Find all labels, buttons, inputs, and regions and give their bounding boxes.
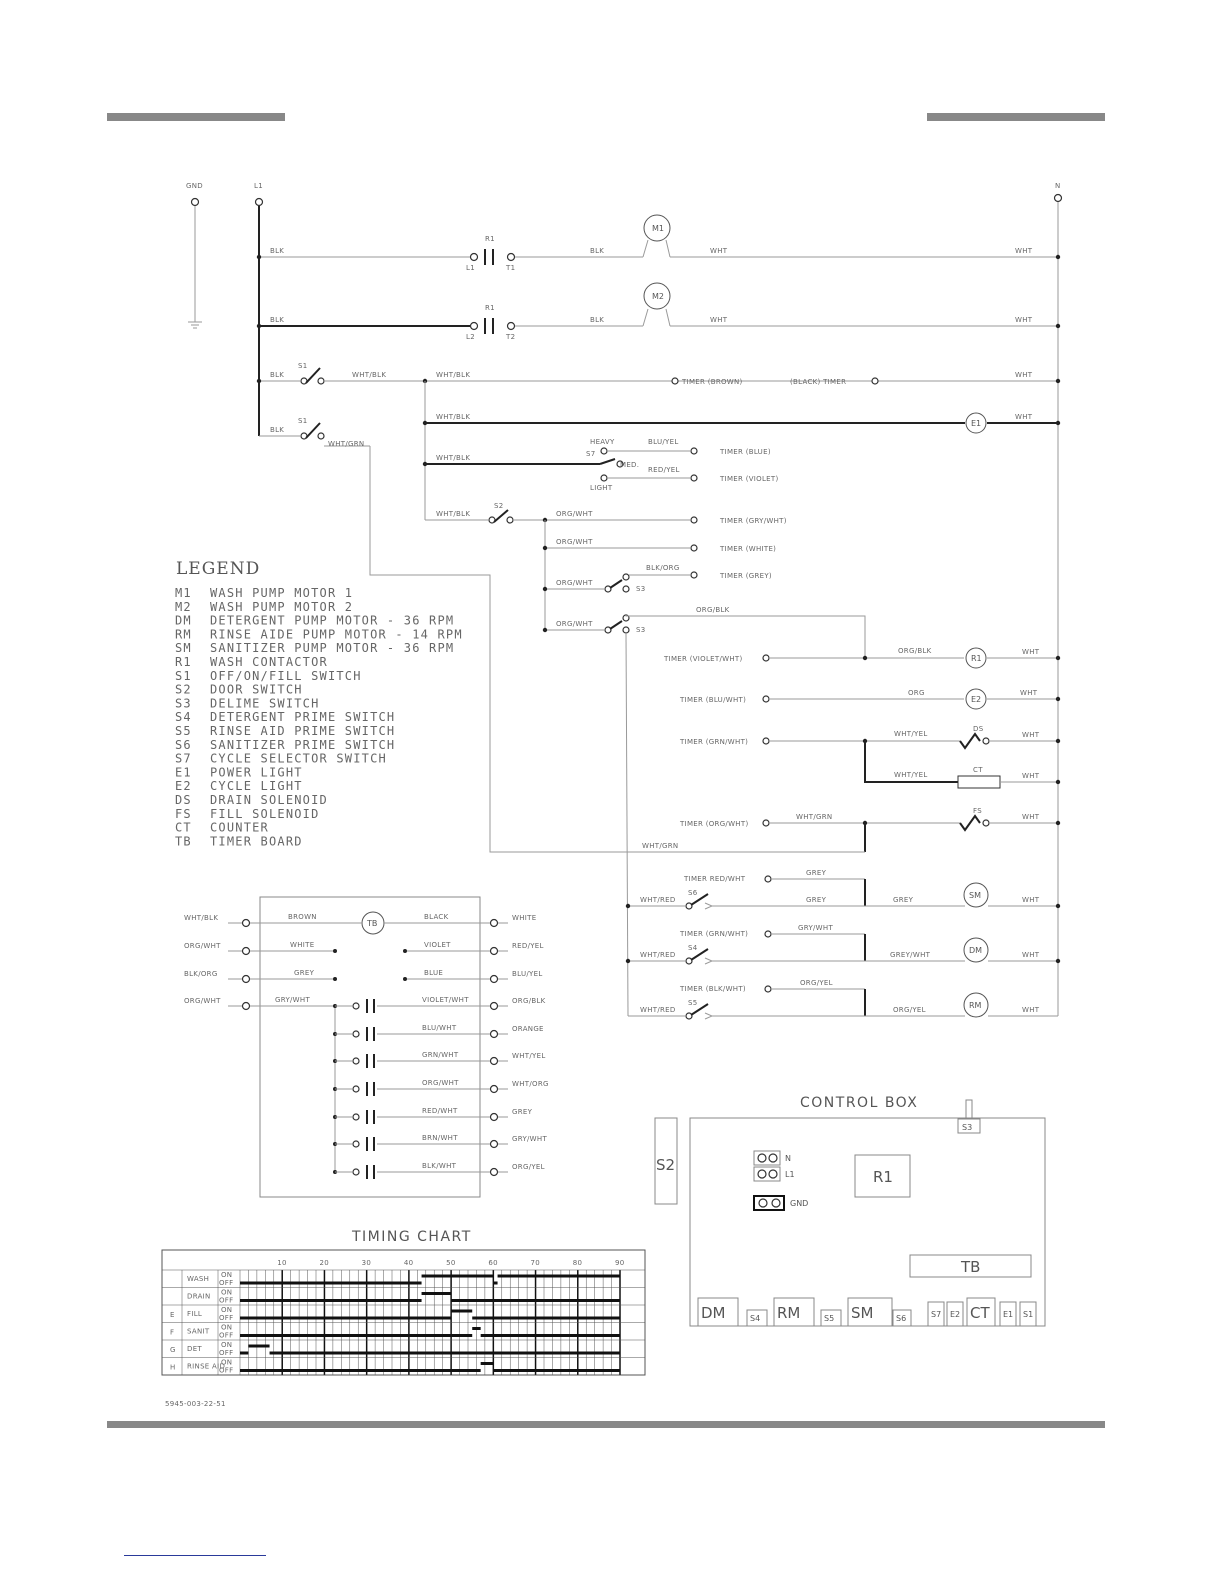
chart-row-letter: F: [170, 1328, 175, 1337]
control-box-component-label: S5: [824, 1314, 835, 1323]
timer-board-output-label: WHT/ORG: [512, 1080, 549, 1088]
legend-description: COUNTER: [210, 820, 269, 835]
svg-text:S1: S1: [298, 417, 308, 425]
svg-text:TIMER (GREY): TIMER (GREY): [720, 572, 772, 580]
svg-text:WHT: WHT: [1022, 731, 1040, 739]
control-box-title: CONTROL BOX: [800, 1095, 919, 1111]
svg-text:L1: L1: [466, 264, 475, 272]
timer-board-output-terminal: [491, 1003, 498, 1010]
chart-x-tick: 10: [277, 1259, 287, 1267]
svg-text:WHT/RED: WHT/RED: [640, 951, 676, 959]
chart-state-off: OFF: [219, 1314, 234, 1322]
svg-text:TIMER (BLK/WHT): TIMER (BLK/WHT): [680, 985, 746, 993]
control-box-component-label: S6: [896, 1314, 907, 1323]
timer-board-output-label: RED/YEL: [512, 942, 544, 950]
svg-text:WHT: WHT: [1015, 247, 1033, 255]
timer-board-input-label: BLK/ORG: [184, 970, 218, 978]
timer-board-input-terminal: [243, 1003, 250, 1010]
chart-row-name: DRAIN: [187, 1292, 211, 1301]
svg-text:WHITE: WHITE: [290, 941, 315, 949]
control-box-component-label: E2: [950, 1310, 961, 1319]
gnd-terminal-label: GND: [186, 182, 203, 190]
svg-text:DS: DS: [973, 725, 984, 733]
svg-text:GND: GND: [790, 1199, 809, 1208]
timer-board-output-label: WHT/YEL: [512, 1052, 546, 1060]
svg-text:S7: S7: [586, 450, 596, 458]
chart-x-tick: 20: [319, 1259, 329, 1267]
svg-text:GREY: GREY: [806, 896, 827, 904]
svg-text:TIMER (VIOLET): TIMER (VIOLET): [720, 475, 779, 483]
svg-text:WHT: WHT: [1022, 896, 1040, 904]
control-box-component-label: S7: [931, 1310, 942, 1319]
chart-row-name: FILL: [187, 1310, 203, 1318]
legend-code: M1: [175, 586, 192, 600]
legend-code: FS: [175, 806, 192, 821]
svg-text:WHT/BLK: WHT/BLK: [352, 371, 387, 379]
svg-text:FS: FS: [973, 807, 982, 815]
l1-terminal-label: L1: [254, 182, 263, 190]
timer-board-output-label: GRY/WHT: [512, 1135, 548, 1143]
timer-board-output-terminal: [491, 920, 498, 927]
legend-code: DM: [175, 613, 192, 628]
svg-text:WHT/YEL: WHT/YEL: [894, 730, 928, 738]
timer-board-output-terminal: [491, 1058, 498, 1065]
legend-code: S7: [175, 751, 192, 766]
svg-text:E2: E2: [971, 695, 982, 704]
svg-text:BLUE: BLUE: [424, 969, 444, 977]
svg-text:BLU/YEL: BLU/YEL: [648, 438, 679, 446]
legend-code: S2: [175, 682, 192, 697]
chart-state-off: OFF: [219, 1331, 234, 1340]
svg-text:WHT: WHT: [710, 247, 728, 255]
legend-description: TIMER BOARD: [210, 834, 303, 849]
chart-row-letter: E: [170, 1311, 175, 1319]
footer-bar: [107, 1421, 1105, 1428]
svg-text:S1: S1: [298, 362, 308, 370]
svg-text:WHT: WHT: [1015, 371, 1033, 379]
svg-text:TIMER (BROWN): TIMER (BROWN): [682, 378, 743, 386]
legend-description: RINSE AIDE PUMP MOTOR - 14 RPM: [210, 627, 463, 642]
svg-text:LIGHT: LIGHT: [590, 484, 613, 492]
chart-state-on: ON: [221, 1306, 233, 1314]
legend-code: S3: [175, 696, 192, 711]
svg-text:(BLACK) TIMER: (BLACK) TIMER: [790, 378, 847, 386]
timer-board-output-terminal: [491, 1031, 498, 1038]
svg-text:BLK: BLK: [270, 247, 285, 255]
chart-row-letter: G: [170, 1346, 176, 1354]
legend-description: POWER LIGHT: [210, 765, 303, 780]
svg-text:BLK: BLK: [270, 371, 285, 379]
svg-text:VIOLET: VIOLET: [424, 941, 451, 949]
timer-board-output-label: BLU/YEL: [512, 970, 543, 978]
svg-text:WHT/BLK: WHT/BLK: [436, 413, 471, 421]
control-box-component-label: DM: [701, 1304, 726, 1322]
svg-text:ORG/WHT: ORG/WHT: [556, 538, 593, 546]
header-bar-right: [927, 113, 1105, 121]
legend-description: SANITIZER PUMP MOTOR - 36 RPM: [210, 641, 455, 656]
chart-x-tick: 30: [361, 1259, 372, 1267]
svg-text:TIMER (ORG/WHT): TIMER (ORG/WHT): [680, 820, 749, 828]
legend-code: E2: [175, 779, 192, 794]
svg-text:ORG/WHT: ORG/WHT: [422, 1079, 459, 1087]
timer-board-output-terminal: [491, 1086, 498, 1093]
svg-text:WHT/RED: WHT/RED: [640, 896, 676, 904]
n-terminal: [1055, 195, 1062, 202]
legend: [175, 559, 463, 848]
svg-text:WHT: WHT: [1015, 316, 1033, 324]
timer-board-input-terminal: [243, 920, 250, 927]
timer-board-input-label: ORG/WHT: [184, 942, 221, 950]
svg-text:TB: TB: [367, 919, 378, 928]
svg-text:TIMER (VIOLET/WHT): TIMER (VIOLET/WHT): [664, 655, 743, 663]
timer-board-output-terminal: [491, 976, 498, 983]
timer-board-input-label: ORG/WHT: [184, 997, 221, 1005]
chart-state-off: OFF: [219, 1279, 234, 1287]
legend-description: FILL SOLENOID: [210, 806, 320, 821]
chart-x-tick: 70: [530, 1259, 541, 1267]
svg-text:WHT/RED: WHT/RED: [640, 1006, 676, 1014]
legend-title: LEGEND: [176, 559, 261, 579]
svg-text:S3: S3: [636, 626, 646, 634]
svg-text:BLK: BLK: [590, 316, 605, 324]
svg-text:RM: RM: [969, 1001, 982, 1010]
timer-board-output-label: GREY: [512, 1108, 533, 1116]
legend-description: CYCLE LIGHT: [210, 779, 303, 794]
svg-text:WHT: WHT: [1020, 689, 1038, 697]
gnd-terminal: [192, 199, 199, 206]
svg-text:N: N: [785, 1154, 791, 1163]
chart-state-off: OFF: [219, 1296, 234, 1305]
svg-text:L1: L1: [785, 1170, 795, 1179]
legend-description: CYCLE SELECTOR SWITCH: [210, 751, 387, 766]
legend-code: CT: [175, 820, 192, 835]
svg-text:S5: S5: [688, 999, 698, 1007]
legend-code: SM: [175, 641, 192, 656]
chart-x-tick: 80: [572, 1259, 583, 1267]
svg-text:CT: CT: [973, 766, 983, 774]
timer-board-input-terminal: [243, 948, 250, 955]
control-box-component-label: S4: [750, 1314, 761, 1323]
svg-text:M2: M2: [652, 292, 664, 301]
legend-description: WASH PUMP MOTOR 2: [210, 599, 354, 614]
legend-code: TB: [175, 834, 192, 849]
timing-chart-title: TIMING CHART: [352, 1229, 472, 1245]
svg-text:S6: S6: [688, 889, 698, 897]
chart-row-name: DET: [187, 1345, 202, 1353]
svg-text:R1: R1: [485, 235, 495, 243]
chart-x-tick: 60: [488, 1259, 498, 1267]
svg-text:HEAVY: HEAVY: [590, 438, 615, 446]
svg-text:RED/YEL: RED/YEL: [648, 466, 680, 474]
timer-board-output-terminal: [491, 948, 498, 955]
svg-text:GREY: GREY: [893, 896, 914, 904]
svg-text:WHT: WHT: [1022, 813, 1040, 821]
svg-text:BLK: BLK: [270, 426, 285, 434]
svg-text:ORG: ORG: [908, 689, 925, 697]
chart-state-on: ON: [221, 1271, 233, 1279]
svg-text:WHT/BLK: WHT/BLK: [436, 454, 471, 462]
svg-text:TIMER (GRY/WHT): TIMER (GRY/WHT): [720, 517, 787, 525]
timing-chart: [162, 1229, 645, 1375]
svg-text:WHT: WHT: [1022, 772, 1040, 780]
legend-description: DRAIN SOLENOID: [210, 793, 328, 807]
svg-text:ORG/WHT: ORG/WHT: [556, 510, 593, 518]
timer-board-output-terminal: [491, 1141, 498, 1148]
footer-link-underline[interactable]: [124, 1555, 266, 1556]
svg-text:VIOLET/WHT: VIOLET/WHT: [422, 996, 469, 1004]
chart-state-on: ON: [221, 1341, 233, 1349]
svg-text:TIMER (GRN/WHT): TIMER (GRN/WHT): [680, 930, 749, 938]
svg-text:BLACK: BLACK: [424, 913, 449, 921]
legend-code: S5: [175, 724, 192, 738]
n-terminal-label: N: [1055, 182, 1061, 190]
svg-text:BLU/WHT: BLU/WHT: [422, 1024, 457, 1032]
svg-text:ORG/YEL: ORG/YEL: [893, 1006, 926, 1014]
svg-text:M1: M1: [652, 224, 664, 233]
svg-text:BLK/WHT: BLK/WHT: [422, 1162, 457, 1170]
legend-description: DOOR SWITCH: [210, 682, 303, 697]
svg-text:TIMER (GRN/WHT): TIMER (GRN/WHT): [680, 738, 749, 746]
svg-text:R1: R1: [485, 304, 495, 312]
timer-board-output-terminal: [491, 1114, 498, 1121]
legend-description: WASH PUMP MOTOR 1: [210, 586, 354, 600]
svg-text:S3: S3: [636, 585, 646, 593]
svg-text:ORG/BLK: ORG/BLK: [696, 606, 730, 614]
chart-state-on: ON: [221, 1323, 233, 1332]
timer-board-output-label: ORG/YEL: [512, 1163, 545, 1171]
svg-text:RED/WHT: RED/WHT: [422, 1107, 458, 1115]
svg-text:GRY/WHT: GRY/WHT: [798, 924, 834, 932]
legend-code: S6: [175, 737, 192, 752]
svg-text:GREY/WHT: GREY/WHT: [890, 951, 931, 959]
control-box-component-label: SM: [851, 1304, 874, 1322]
svg-text:WHT/GRN: WHT/GRN: [328, 440, 365, 448]
header-bar-left: [107, 113, 285, 121]
legend-code: S1: [175, 668, 192, 683]
svg-text:L2: L2: [466, 333, 475, 341]
svg-text:WHT/BLK: WHT/BLK: [436, 510, 471, 518]
svg-text:ORG/YEL: ORG/YEL: [800, 979, 833, 987]
chart-row-name: RINSE AID: [187, 1362, 226, 1371]
legend-code: S4: [175, 710, 192, 725]
svg-text:WHT: WHT: [1022, 1006, 1040, 1014]
control-box-component-label: CT: [970, 1304, 990, 1322]
chart-row-letter: H: [170, 1363, 176, 1372]
drawing-number: 5945-003-22-51: [165, 1400, 226, 1408]
chart-x-tick: 40: [403, 1259, 414, 1267]
svg-text:R1: R1: [873, 1168, 893, 1186]
svg-text:TIMER (BLUE): TIMER (BLUE): [720, 448, 771, 456]
legend-description: OFF/ON/FILL SWITCH: [210, 668, 362, 683]
control-box-component-label: RM: [777, 1304, 801, 1322]
svg-text:BLK: BLK: [270, 316, 285, 324]
legend-code: R1: [175, 655, 192, 669]
svg-text:WHT/GRN: WHT/GRN: [642, 842, 679, 850]
timer-board-output-label: WHITE: [512, 914, 537, 922]
svg-text:S4: S4: [688, 944, 698, 952]
svg-text:WHT/BLK: WHT/BLK: [436, 371, 471, 379]
timer-board-input-terminal: [243, 976, 250, 983]
svg-text:GRY/WHT: GRY/WHT: [275, 996, 311, 1004]
svg-text:GRN/WHT: GRN/WHT: [422, 1051, 459, 1059]
svg-text:GREY: GREY: [294, 969, 315, 977]
svg-text:GREY: GREY: [806, 869, 827, 877]
legend-description: DETERGENT PRIME SWITCH: [210, 710, 396, 725]
chart-state-on: ON: [221, 1358, 233, 1367]
svg-text:WHT: WHT: [1015, 413, 1033, 421]
svg-text:WHT: WHT: [710, 316, 728, 324]
legend-code: M2: [175, 599, 192, 614]
svg-text:WHT: WHT: [1022, 951, 1040, 959]
legend-description: WASH CONTACTOR: [210, 655, 328, 669]
svg-text:ORG/WHT: ORG/WHT: [556, 579, 593, 587]
legend-code: E1: [175, 765, 192, 780]
svg-text:R1: R1: [971, 654, 982, 663]
chart-state-off: OFF: [219, 1349, 234, 1357]
svg-text:TIMER (BLU/WHT): TIMER (BLU/WHT): [680, 696, 747, 704]
svg-text:SM: SM: [969, 891, 981, 900]
svg-text:BRN/WHT: BRN/WHT: [422, 1134, 458, 1142]
ct-counter: [958, 776, 1000, 788]
control-box-component-label: S1: [1023, 1310, 1034, 1319]
timer-board-input-label: WHT/BLK: [184, 914, 219, 922]
legend-code: DS: [175, 793, 192, 807]
chart-x-tick: 90: [615, 1259, 625, 1267]
chart-row-name: WASH: [187, 1275, 210, 1283]
svg-text:DM: DM: [969, 946, 983, 955]
svg-text:BLK/ORG: BLK/ORG: [646, 564, 680, 572]
timer-board-output-label: ORANGE: [512, 1025, 544, 1033]
svg-text:TIMER RED/WHT: TIMER RED/WHT: [684, 875, 746, 883]
svg-text:WHT/GRN: WHT/GRN: [796, 813, 833, 821]
chart-x-tick: 50: [446, 1259, 456, 1267]
chart-row-name: SANIT: [187, 1327, 210, 1336]
svg-text:E1: E1: [971, 419, 982, 428]
chart-state-on: ON: [221, 1288, 233, 1297]
svg-text:WHT/YEL: WHT/YEL: [894, 771, 928, 779]
svg-text:BLK: BLK: [590, 247, 605, 255]
svg-text:BROWN: BROWN: [288, 913, 317, 921]
svg-text:ORG/WHT: ORG/WHT: [556, 620, 593, 628]
svg-text:S2: S2: [494, 502, 504, 510]
svg-text:T2: T2: [506, 333, 516, 341]
timer-board: [184, 897, 549, 1197]
timer-board-output-label: ORG/BLK: [512, 997, 546, 1005]
legend-description: SANITIZER PRIME SWITCH: [210, 737, 396, 752]
control-box: [655, 1095, 1045, 1326]
legend-description: RINSE AID PRIME SWITCH: [210, 724, 396, 738]
svg-text:S2: S2: [656, 1156, 676, 1174]
svg-text:T1: T1: [506, 264, 516, 272]
svg-text:TIMER (WHITE): TIMER (WHITE): [720, 545, 777, 553]
chart-state-off: OFF: [219, 1366, 234, 1375]
legend-code: RM: [175, 627, 192, 642]
legend-description: DETERGENT PUMP MOTOR - 36 RPM: [210, 613, 455, 628]
svg-text:WHT: WHT: [1022, 648, 1040, 656]
control-box-component-label: E1: [1003, 1310, 1014, 1319]
svg-text:ORG/BLK: ORG/BLK: [898, 647, 932, 655]
legend-description: DELIME SWITCH: [210, 696, 320, 711]
l1-terminal: [256, 199, 263, 206]
svg-text:S3: S3: [962, 1123, 973, 1132]
svg-text:TB: TB: [961, 1258, 981, 1276]
timer-board-output-terminal: [491, 1169, 498, 1176]
svg-text:MED.: MED.: [620, 461, 640, 469]
